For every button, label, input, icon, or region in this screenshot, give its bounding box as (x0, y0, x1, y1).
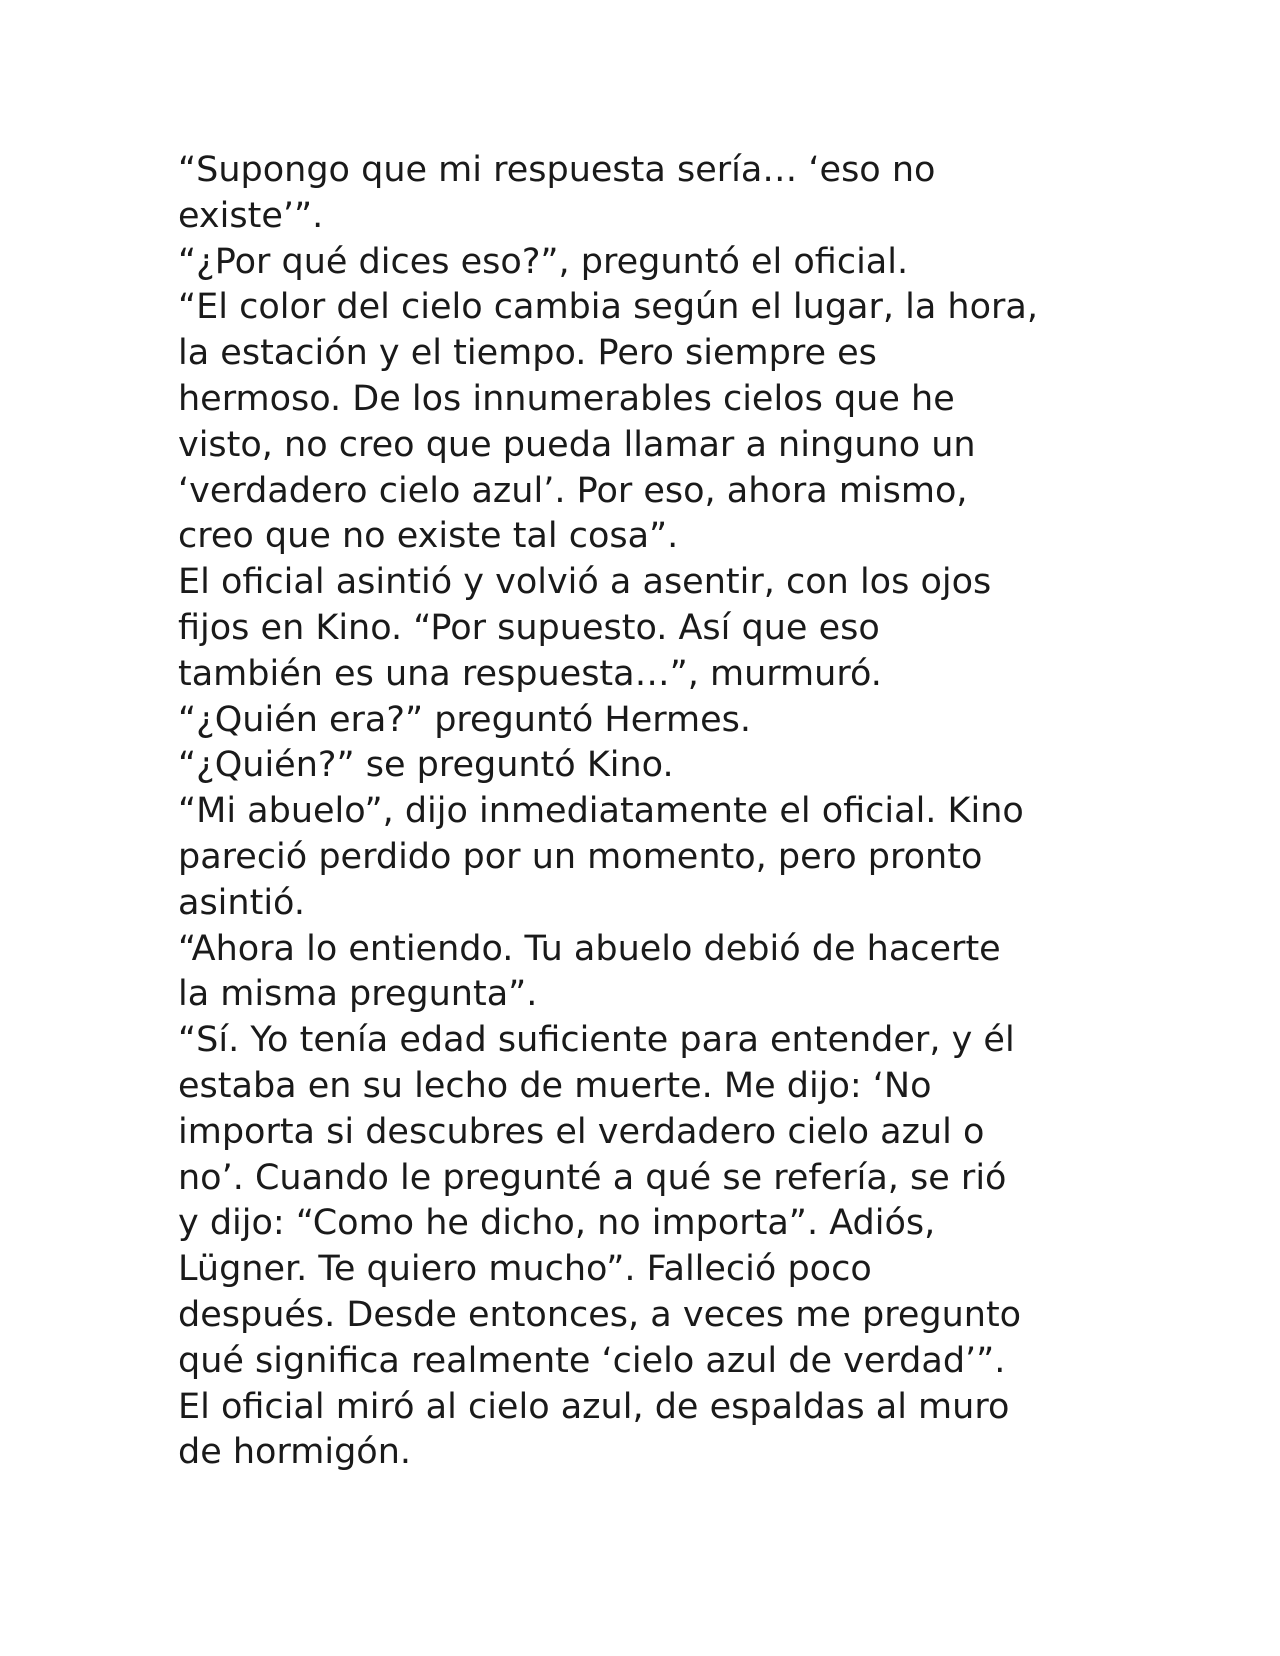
text-line: pareció perdido por un momento, pero pronto (178, 836, 983, 877)
text-line: la misma pregunta”. (178, 974, 538, 1015)
text-line: hermoso. De los innumerables cielos que he (178, 378, 955, 419)
text-line: asintió. (178, 882, 305, 923)
text-line: ‘verdadero cielo azul’. Por eso, ahora mismo, (178, 470, 968, 511)
text-line: fijos en Kino. “Por supuesto. Así que eso (178, 607, 880, 648)
text-line: “¿Por qué dices eso?”, preguntó el oficial. (178, 241, 909, 282)
text-line: El oficial miró al cielo azul, de espaldas al muro (178, 1386, 1010, 1427)
text-line: El oficial asintió y volvió a asentir, con los ojos (178, 562, 992, 603)
text-line: y dijo: “Como he dicho, no importa”. Adiós, (178, 1203, 936, 1244)
text-line: no’. Cuando le pregunté a qué se refería, se rió (178, 1157, 1007, 1198)
text-line: también es una respuesta…”, murmuró. (178, 653, 882, 694)
text-line: existe’”. (178, 195, 324, 236)
text-line: “Mi abuelo”, dijo inmediatamente el oficial. Kino (178, 791, 1024, 832)
text-line: qué significa realmente ‘cielo azul de verdad’”. (178, 1340, 1006, 1381)
text-line: después. Desde entonces, a veces me pregunto (178, 1294, 1022, 1335)
text-line: visto, no creo que pueda llamar a ninguno un (178, 424, 976, 465)
text-line: “¿Quién era?” preguntó Hermes. (178, 699, 752, 740)
text-line: creo que no existe tal cosa”. (178, 516, 679, 557)
body-text (178, 148, 1098, 1476)
text-line: “El color del cielo cambia según el lugar, la hora, (178, 287, 1038, 328)
text-line: estaba en su lecho de muerte. Me dijo: ‘No (178, 1065, 932, 1106)
text-line: “Ahora lo entiendo. Tu abuelo debió de hacerte (178, 928, 1001, 969)
text-line: “Supongo que mi respuesta sería… ‘eso no (178, 150, 936, 190)
text-line: la estación y el tiempo. Pero siempre es (178, 333, 877, 374)
text-line: “Sí. Yo tenía edad suficiente para entender, y él (178, 1020, 1015, 1061)
text-line: de hormigón. (178, 1432, 412, 1473)
text-line: “¿Quién?” se preguntó Kino. (178, 745, 674, 786)
text-line: importa si descubres el verdadero cielo azul o (178, 1111, 985, 1152)
text-line: Lügner. Te quiero mucho”. Falleció poco (178, 1249, 872, 1290)
